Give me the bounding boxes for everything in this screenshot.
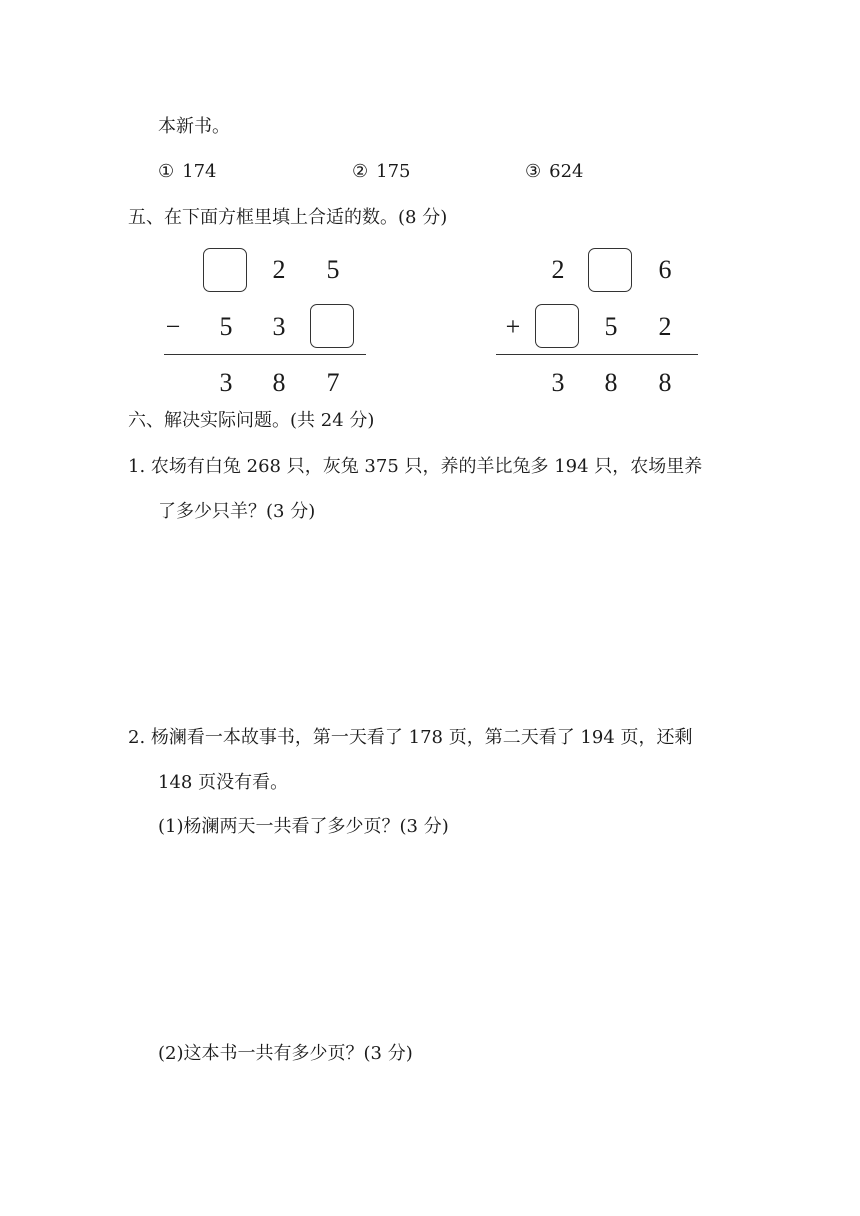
digit: 8 <box>604 368 618 397</box>
section-5-heading: 五、在下面方框里填上合适的数。(8 分) <box>128 207 448 228</box>
plus-operator: + <box>505 312 521 341</box>
q4-continuation: 本新书。 <box>158 116 230 137</box>
option-1[interactable] <box>158 160 217 184</box>
sum-line <box>164 354 366 355</box>
answer-box-ones-bottom[interactable] <box>310 304 354 348</box>
answer-box-hundreds-bottom[interactable] <box>535 304 579 348</box>
q1-text-line-1: 1. 农场有白兔 268 只，灰兔 375 只，养的羊比兔多 194 只，农场里养 <box>128 456 703 477</box>
option-2-mark: ② <box>352 161 369 182</box>
option-1-mark: ① <box>158 161 175 182</box>
option-3-mark: ③ <box>525 161 542 182</box>
digit: 3 <box>551 368 565 397</box>
option-3[interactable] <box>525 160 584 184</box>
digit: 5 <box>326 255 340 284</box>
sum-line <box>496 354 698 355</box>
option-2[interactable] <box>352 160 411 184</box>
digit: 3 <box>272 312 286 341</box>
option-1-value: 174 <box>182 161 217 182</box>
digit: 2 <box>551 255 565 284</box>
digit: 7 <box>326 368 340 397</box>
digit: 6 <box>658 255 672 284</box>
digit: 3 <box>219 368 233 397</box>
q2-subquestion-1: (1)杨澜两天一共看了多少页？(3 分) <box>158 816 449 837</box>
q2-subquestion-2: (2)这本书一共有多少页？(3 分) <box>158 1043 413 1064</box>
q1-text-line-2: 了多少只羊？(3 分) <box>158 501 316 522</box>
q2-text-line-2: 148 页没有看。 <box>158 772 289 793</box>
section-6-heading: 六、解决实际问题。(共 24 分) <box>128 410 375 431</box>
digit: 2 <box>272 255 286 284</box>
answer-box-hundreds-top[interactable] <box>203 248 247 292</box>
digit: 8 <box>658 368 672 397</box>
digit: 8 <box>272 368 286 397</box>
minus-operator: − <box>165 312 181 341</box>
option-2-value: 175 <box>376 161 411 182</box>
digit: 5 <box>219 312 233 341</box>
q2-text-line-1: 2. 杨澜看一本故事书，第一天看了 178 页，第二天看了 194 页，还剩 <box>128 727 693 748</box>
option-3-value: 624 <box>549 161 584 182</box>
digit: 2 <box>658 312 672 341</box>
digit: 5 <box>604 312 618 341</box>
answer-box-tens-top[interactable] <box>588 248 632 292</box>
